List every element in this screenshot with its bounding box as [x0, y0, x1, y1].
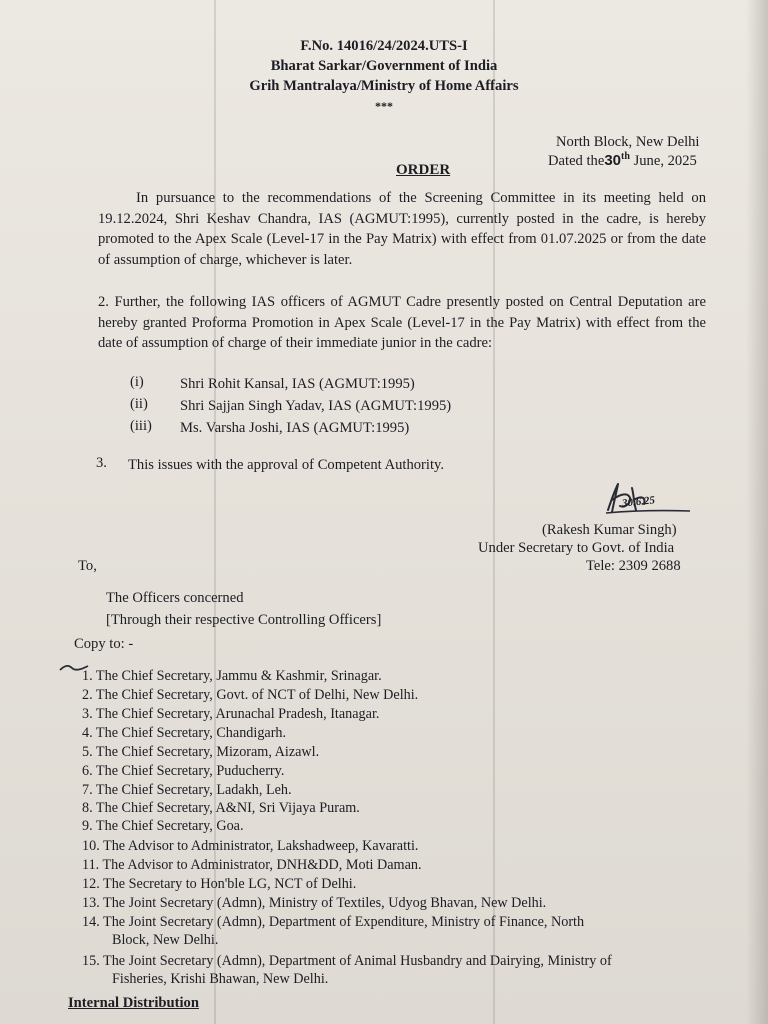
signatory-telephone: Tele: 2309 2688	[586, 558, 681, 574]
internal-distribution-heading: Internal Distribution	[68, 995, 199, 1011]
date-prefix: Dated the	[548, 153, 605, 169]
signature-date: 30.6.25	[621, 494, 656, 510]
copy-list-item: 6. The Chief Secretary, Puducherry.	[82, 763, 285, 779]
officer-name: Ms. Varsha Joshi, IAS (AGMUT:1995)	[180, 420, 410, 436]
copy-list-item: 12. The Secretary to Hon'ble LG, NCT of Delhi.	[82, 876, 357, 892]
paragraph-1: In pursuance to the recommendations of the Screening Committee in its meeting held on 19.12.2024, Shri Keshav Chandra, IAS (AGMUT:1995), currently posted in the cadre, is hereby promoted to the Apex Scale (Level-17 in the Pay Matrix) with effect from 01.07.2025 or from the date of assumption of charge, whichever is later.	[98, 190, 706, 268]
paragraph-3: This issues with the approval of Competent Authority.	[128, 457, 445, 473]
government-name: Bharat Sarkar/Government of India	[270, 58, 498, 74]
copy-list-item: 8. The Chief Secretary, A&NI, Sri Vijaya Puram.	[82, 800, 360, 816]
order-title: ORDER	[396, 162, 451, 178]
signatory-name: (Rakesh Kumar Singh)	[542, 522, 677, 538]
paper-fold-line	[493, 0, 495, 1024]
copy-list-item: 1. The Chief Secretary, Jammu & Kashmir, Srinagar.	[82, 668, 382, 684]
officer-num: (i)	[130, 374, 144, 390]
copy-list-item: 10. The Advisor to Administrator, Lakshadweep, Kavaratti.	[82, 838, 419, 854]
signatory-designation: Under Secretary to Govt. of India	[478, 540, 675, 556]
officer-name: Shri Sajjan Singh Yadav, IAS (AGMUT:1995)	[180, 398, 452, 414]
ministry-name: Grih Mantralaya/Ministry of Home Affairs	[249, 78, 519, 94]
officer-name: Shri Rohit Kansal, IAS (AGMUT:1995)	[180, 376, 415, 392]
officer-num: (ii)	[130, 396, 148, 412]
copy-to-label: Copy to: -	[74, 636, 134, 652]
copy-list-item-continued: Block, New Delhi.	[112, 932, 219, 948]
copy-list-item-continued: Fisheries, Krishi Bhawan, New Delhi.	[112, 971, 329, 987]
recipient-line: The Officers concerned	[106, 590, 244, 606]
page-edge-shadow	[746, 0, 768, 1024]
date-rest: June, 2025	[633, 153, 697, 169]
header-stars: ***	[375, 99, 393, 113]
date-suffix: th	[621, 151, 630, 162]
recipient-line: [Through their respective Controlling Officers]	[106, 612, 382, 628]
copy-list-item: 7. The Chief Secretary, Ladakh, Leh.	[82, 782, 292, 798]
order-date	[548, 152, 697, 170]
copy-list-item: 13. The Joint Secretary (Admn), Ministry of Textiles, Udyog Bhavan, New Delhi.	[82, 895, 547, 911]
copy-list-item: 15. The Joint Secretary (Admn), Department of Animal Husbandry and Dairying, Ministry of	[82, 953, 612, 969]
copy-list-item: 4. The Chief Secretary, Chandigarh.	[82, 725, 287, 741]
officer-num: (iii)	[130, 418, 152, 434]
copy-list-item: 2. The Chief Secretary, Govt. of NCT of Delhi, New Delhi.	[82, 687, 419, 703]
copy-list-item: 11. The Advisor to Administrator, DNH&DD, Moti Daman.	[82, 857, 422, 873]
to-label: To,	[78, 558, 97, 574]
place: North Block, New Delhi	[556, 134, 700, 150]
paragraph-2: 2. Further, the following IAS officers of AGMUT Cadre presently posted on Central Deputation are hereby granted Proforma Promotion in Apex Scale (Level-17 in the Pay Matrix) with effect from the date of assumption of charge of their immediate junior in the cadre:	[98, 294, 706, 351]
date-day: 30	[604, 152, 622, 169]
copy-list-item: 3. The Chief Secretary, Arunachal Pradesh, Itanagar.	[82, 706, 380, 722]
copy-list-item: 9. The Chief Secretary, Goa.	[82, 818, 244, 834]
file-number: F.No. 14016/24/2024.UTS-I	[300, 38, 468, 54]
copy-list-item: 5. The Chief Secretary, Mizoram, Aizawl.	[82, 744, 320, 760]
paragraph-3-num: 3.	[96, 455, 107, 471]
copy-list-item: 14. The Joint Secretary (Admn), Department of Expenditure, Ministry of Finance, North	[82, 914, 585, 930]
